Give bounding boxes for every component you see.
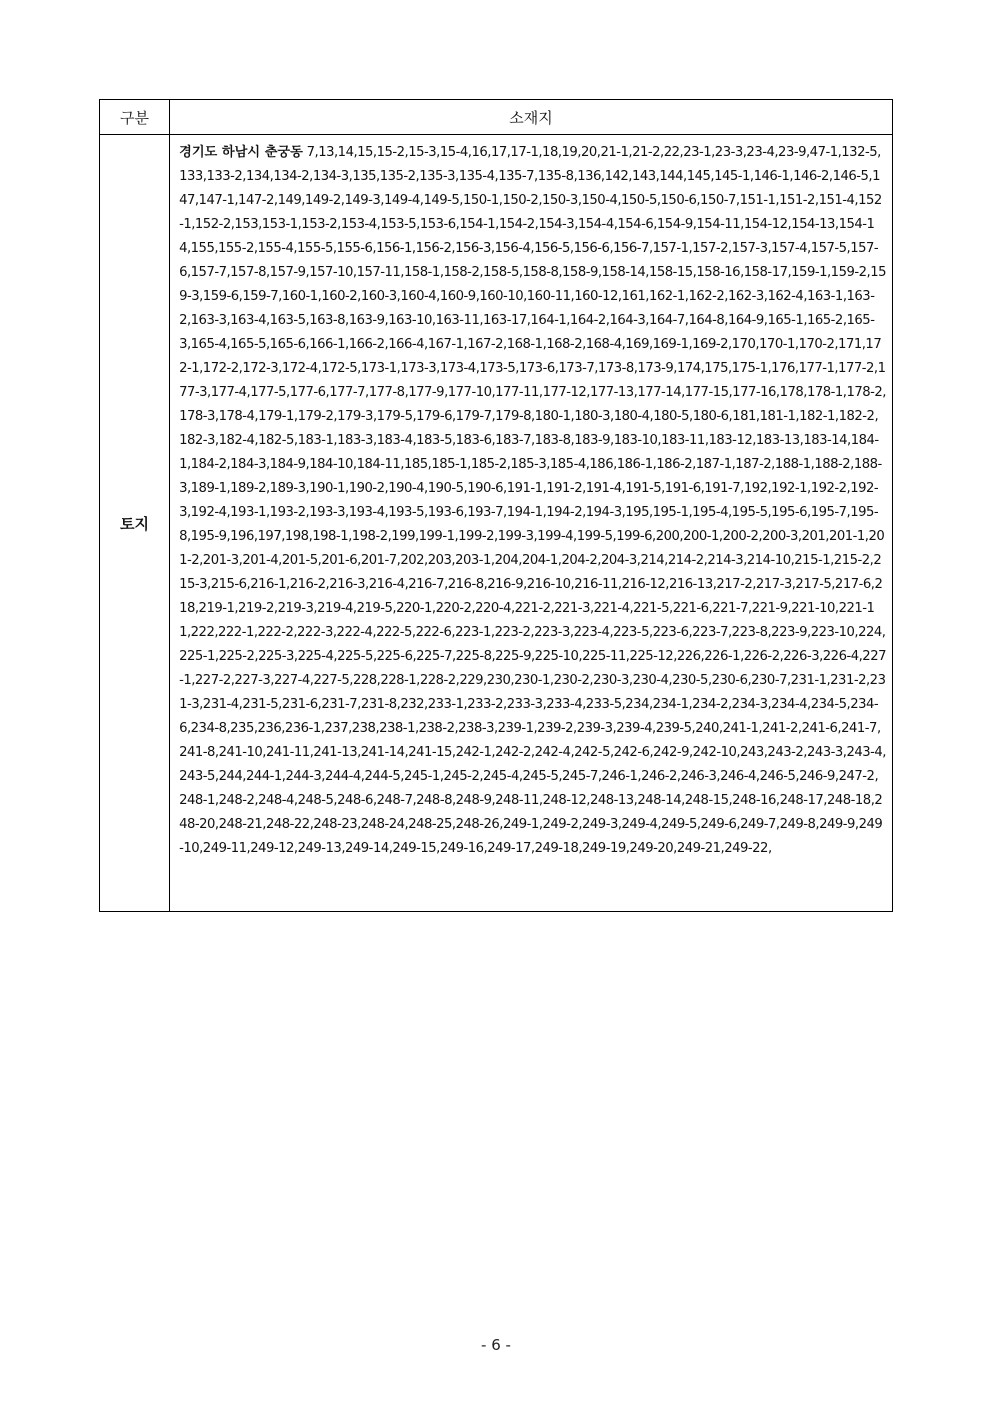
page-number: - 6 - (481, 1336, 511, 1354)
header-location: 소재지 (170, 100, 893, 135)
address-label: 경기도 하남시 춘궁동 (179, 145, 303, 160)
land-location-table (99, 99, 893, 912)
header-category: 구분 (100, 100, 170, 135)
table-header-row (100, 100, 893, 135)
parcel-list (179, 141, 886, 909)
table-row (100, 135, 893, 912)
location-cell (170, 135, 893, 912)
category-cell: 토지 (100, 135, 170, 912)
parcel-numbers: 7,13,14,15,15-2,15-3,15-4,16,17,17-1,18,19,20,21-1,21-2,22,23-1,23-3,23-4,23-9,47-1,132-5,133,133-2,134,134-2,134-3,135,135-2,135-3,135-4,135-7,135-8,136,142,143,144,145,145-1,146-1,146-2,146-5,147,147-1,147-2,149,149-2,149-3,149-4,149-5,150-1,150-2,150-3,150-4,150-5,150-6,150-7,151-1,151-2,151-4,152-1,152-2,153,153-1,153-2,153-4,153-5,153-6,154-1,154-2,154-3,154-4,154-6,154-9,154-11,154-12,154-13,154-14,155,155-2,155-4,155-5,155-6,156-1,156-2,156-3,156-4,156-5,156-6,156-7,157-1,157-2,157-3,157-4,157-5,157-6,157-7,157-8,157-9,157-10,157-11,158-1,158-2,158-5,158-8,158-9,158-14,158-15,158-16,158-17,159-1,159-2,159-3,159-6,159-7,160-1,160-2,160-3,160-4,160-9,160-10,160-11,160-12,161,162-1,162-2,162-3,162-4,163-1,163-2,163-3,163-4,163-5,163-8,163-9,163-10,163-11,163-17,164-1,164-2,164-3,164-7,164-8,164-9,165-1,165-2,165-3,165-4,165-5,165-6,166-1,166-2,166-4,167-1,167-2,168-1,168-2,168-4,169,169-1,169-2,170,170-1,170-2,171,172-1,172-2,172-3,172-4,172-5,173-1,173-3,173-4,173-5,173-6,173-7,173-8,173-9,174,175,175-1,176,177-1,177-2,177-3,177-4,177-5,177-6,177-7,177-8,177-9,177-10,177-11,177-12,177-13,177-14,177-15,177-16,178,178-1,178-2,178-3,178-4,179-1,179-2,179-3,179-5,179-6,179-7,179-8,180-1,180-3,180-4,180-5,180-6,181,181-1,182-1,182-2,182-3,182-4,182-5,183-1,183-3,183-4,183-5,183-6,183-7,183-8,183-9,183-10,183-11,183-12,183-13,183-14,184-1,184-2,184-3,184-9,184-10,184-11,185,185-1,185-2,185-3,185-4,186,186-1,186-2,187-1,187-2,188-1,188-2,188-3,189-1,189-2,189-3,190-1,190-2,190-4,190-5,190-6,191-1,191-2,191-4,191-5,191-6,191-7,192,192-1,192-2,192-3,192-4,193-1,193-2,193-3,193-4,193-5,193-6,193-7,194-1,194-2,194-3,195,195-1,195-4,195-5,195-6,195-7,195-8,195-9,196,197,198,198-1,198-2,199,199-1,199-2,199-3,199-4,199-5,199-6,200,200-1,200-2,200-3,201,201-1,201-2,201-3,201-4,201-5,201-6,201-7,202,203,203-1,204,204-1,204-2,204-3,214,214-2,214-3,214-10,215-1,215-2,215-3,215-6,216-1,216-2,216-3,216-4,216-7,216-8,216-9,216-10,216-11,216-12,216-13,217-2,217-3,217-5,217-6,218,219-1,219-2,219-3,219-4,219-5,220-1,220-2,220-4,221-2,221-3,221-4,221-5,221-6,221-7,221-9,221-10,221-11,222,222-1,222-2,222-3,222-4,222-5,222-6,223-1,223-2,223-3,223-4,223-5,223-6,223-7,223-8,223-9,223-10,224,225-1,225-2,225-3,225-4,225-5,225-6,225-7,225-8,225-9,225-10,225-11,225-12,226,226-1,226-2,226-3,226-4,227-1,227-2,227-3,227-4,227-5,228,228-1,228-2,229,230,230-1,230-2,230-3,230-4,230-5,230-6,230-7,231-1,231-2,231-3,231-4,231-5,231-6,231-7,231-8,232,233-1,233-2,233-3,233-4,233-5,234,234-1,234-2,234-3,234-4,234-5,234-6,234-8,235,236,236-1,237,238,238-1,238-2,238-3,239-1,239-2,239-3,239-4,239-5,240,241-1,241-2,241-6,241-7,241-8,241-10,241-11,241-13,241-14,241-15,242-1,242-2,242-4,242-5,242-6,242-9,242-10,243,243-2,243-3,243-4,243-5,244,244-1,244-3,244-4,244-5,245-1,245-2,245-4,245-5,245-7,246-1,246-2,246-3,246-4,246-5,246-9,247-2,248-1,248-2,248-4,248-5,248-6,248-7,248-8,248-9,248-11,248-12,248-13,248-14,248-15,248-16,248-17,248-18,248-20,248-21,248-22,248-23,248-24,248-25,248-26,249-1,249-2,249-3,249-4,249-5,249-6,249-7,249-8,249-9,249-10,249-11,249-12,249-13,249-14,249-15,249-16,249-17,249-18,249-19,249-20,249-21,249-22, (179, 145, 886, 856)
